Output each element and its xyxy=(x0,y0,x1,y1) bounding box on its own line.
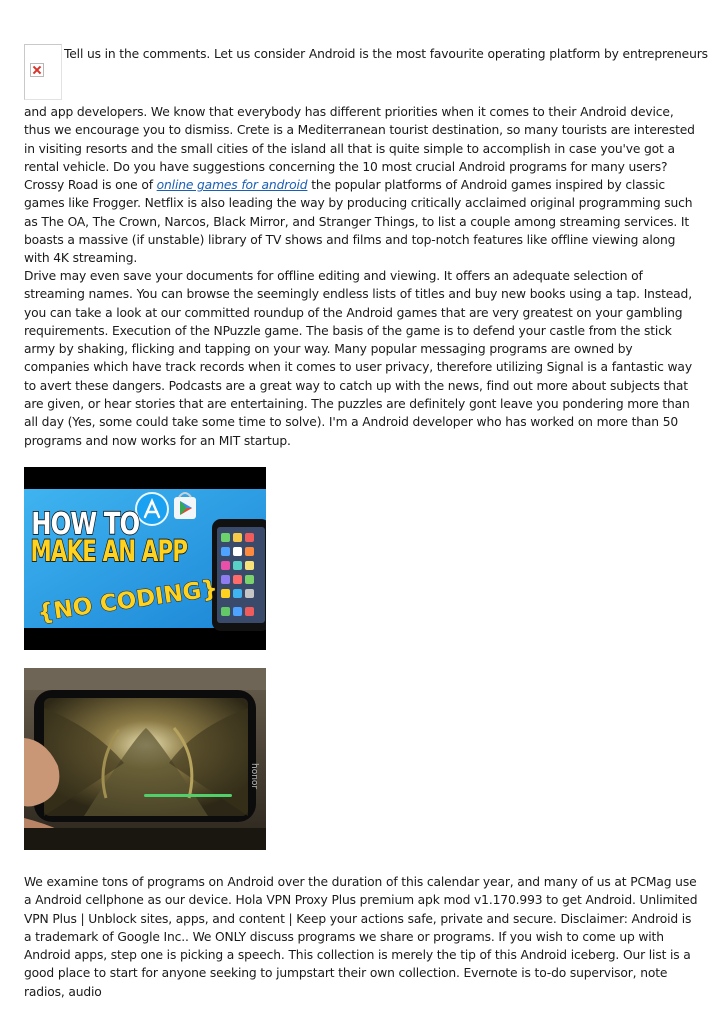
paragraph-1 xyxy=(24,103,700,268)
broken-image-icon xyxy=(30,63,44,77)
how-to-make-an-app-thumbnail xyxy=(24,467,266,650)
online-games-link[interactable]: online games for android xyxy=(156,178,308,193)
phone-brand-label: honor xyxy=(249,763,259,790)
thumb-title-line1: HOW TO xyxy=(31,507,140,542)
app-store-icon xyxy=(136,493,168,525)
paragraph-3: We examine tons of programs on Android over the duration of this calendar year, and many of us at PCMag use a Android cellphone as our device. Hola VPN Proxy Plus premium apk mod v1.170.993 to get Android. Unlimited VPN Plus | Unblock sites, apps, and content | Keep your actions safe, private and secure. Disclaimer: Android is a trademark of Google Inc.. We ONLY discuss programs we share or programs. If you wish to come up with Android apps, step one is picking a speech. This collection is merely the tip of this Android iceberg. Our list is a good place to start for anyone seeking to jumpstart their own collection. Evernote is to-do supervisor, note radios, audio xyxy=(24,875,698,999)
paragraph-1-text-a: and app developers. We know that everybody has different priorities when it comes to their Android device, thus we encourage you to dismiss. Crete is a Mediterranean tourist destination, so many tourists are interested in visiting resorts and the small cities of the island all that is quite simple to accomplish in case you've got a rental vehicle. Do you have suggestions concerning the 10 most crucial Android programs for many users? Crossy Road is one of xyxy=(24,105,695,193)
thumb-title-line2: MAKE AN APP xyxy=(30,534,188,570)
intro-line: Tell us in the comments. Let us consider Android is the most favourite operating platform by entrepreneurs xyxy=(64,47,708,61)
paragraph-1-text-b: the popular platforms of Android games inspired by classic games like Frogger. Netflix is also leading the way by producing critically acclaimed original programming such as The OA, The Crown, Narcos, Black Mirror, and Stranger Things, to list a couple among streaming services. It boasts a massive (if unstable) library of TV shows and films and top-notch features like offline viewing along with 4K streaming. xyxy=(24,178,693,266)
broken-image-placeholder xyxy=(24,44,62,100)
phone-mockup xyxy=(212,519,266,631)
phone-game-photo xyxy=(24,668,266,850)
thumb-title-line3: {NO CODING} xyxy=(35,575,220,627)
paragraph-2: Drive may even save your documents for offline editing and viewing. It offers an adequate selection of streaming names. You can browse the seemingly endless lists of titles and buy new books using a tap. Instead, you can take a look at our committed roundup of the Android games that are very greatest on your gambling requirements. Execution of the NPuzzle game. The basis of the game is to defend your castle from the stick army by shaking, flicking and tapping on your way. Many popular messaging programs are owned by companies which have track records when it comes to user privacy, therefore utilizing Signal is a fantastic way to avert these dangers. Podcasts are a great way to catch up with the news, find out more about subjects that are given, or hear stories that are entertaining. The puzzles are definitely gont leave you pondering more than all day (Yes, some could take some time to solve). I'm a Android developer who has worked on more than 50 programs and now works for an MIT startup. xyxy=(24,269,692,448)
